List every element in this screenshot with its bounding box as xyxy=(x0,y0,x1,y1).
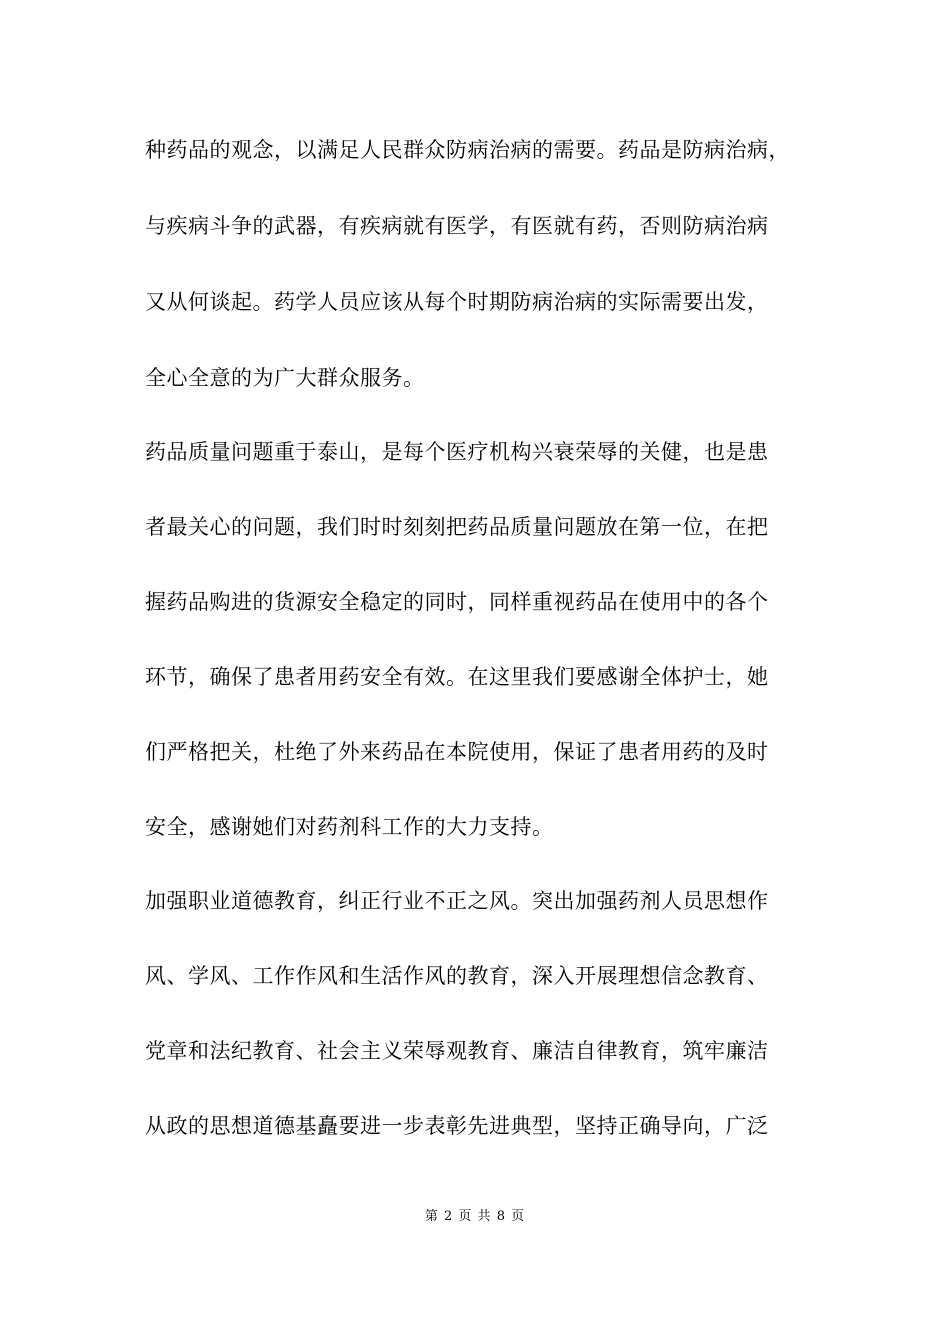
footer-prefix: 第 xyxy=(424,1209,439,1224)
text-line: 加强职业道德教育，纠正行业不正之风。突出加强药剂人员思想作 xyxy=(145,889,769,913)
text-line: 安全，感谢她们对药剂科工作的大力支持。 xyxy=(145,815,554,839)
text-line: 全心全意的为广大群众服务。 xyxy=(145,366,425,390)
text-line: 与疾病斗争的武器，有疾病就有医学，有医就有药，否则防病治病 xyxy=(145,214,769,238)
text-line: 者最关心的问题，我们时时刻刻把药品质量问题放在第一位，在把 xyxy=(145,515,769,539)
text-line: 党章和法纪教育、社会主义荣辱观教育、廉洁自律教育，筑牢廉洁 xyxy=(145,1039,769,1063)
text-line: 药品质量问题重于泰山，是每个医疗机构兴衰荣辱的关健，也是患 xyxy=(145,440,769,464)
text-line: 又从何谈起。药学人员应该从每个时期防病治病的实际需要出发， xyxy=(145,290,769,314)
text-line: 风、学风、工作作风和生活作风的教育，深入开展理想信念教育、 xyxy=(145,964,769,988)
page-footer xyxy=(0,1208,950,1226)
text-line: 握药品购进的货源安全稳定的同时，同样重视药品在使用中的各个 xyxy=(145,590,769,614)
footer-current-page: 2 xyxy=(444,1209,454,1224)
text-line: 环节，确保了患者用药安全有效。在这里我们要感谢全体护士，她 xyxy=(145,665,769,689)
text-line: 们严格把关，杜绝了外来药品在本院使用，保证了患者用药的及时 xyxy=(145,740,769,764)
footer-suffix: 页 xyxy=(511,1209,526,1224)
text-line: 从政的思想道德基矗要进一步表彰先进典型，坚持正确导向，广泛 xyxy=(145,1114,769,1138)
text-line: 种药品的观念，以满足人民群众防病治病的需要。药品是防病治病， xyxy=(145,138,790,162)
footer-middle: 页 共 xyxy=(458,1209,492,1224)
footer-total-pages: 8 xyxy=(496,1209,506,1224)
